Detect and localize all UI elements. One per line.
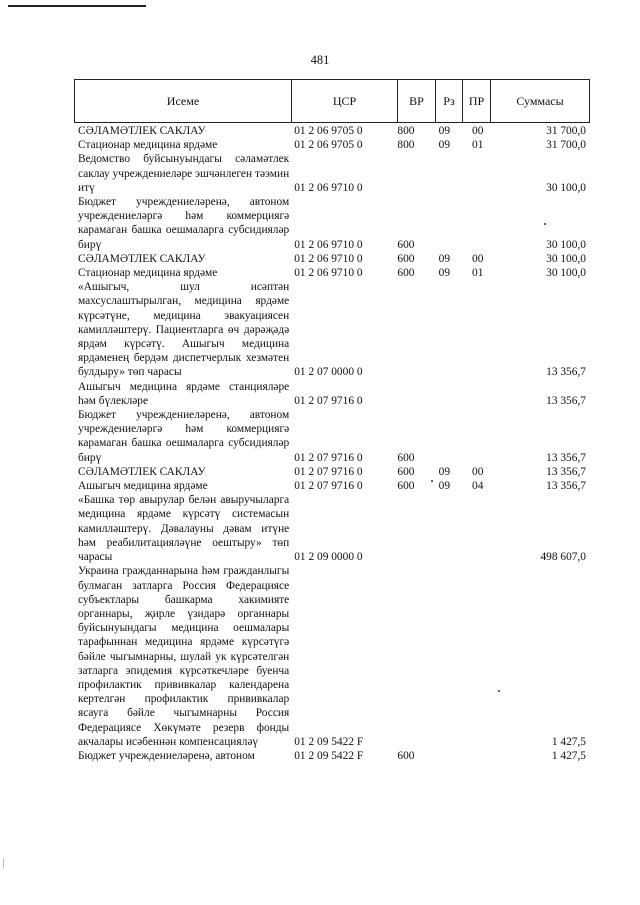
cell-pr [472, 380, 503, 408]
cell-sum: 30 100,0 [546, 238, 586, 251]
cell-vr [397, 493, 438, 564]
cell-vr: 600 [397, 267, 415, 280]
cell-name: Бюджет учреждениеләренә, автоном учреждениеләргә һәм коммерциягә карамаган башка оешмаларга субсидияләр бирү [78, 409, 290, 464]
cell-sum: 13 356,7 [546, 480, 586, 493]
cell-vr [397, 280, 438, 379]
cell-sum: 13 356,7 [546, 366, 586, 379]
cell-rz [439, 493, 472, 564]
cell-vr: 800 [397, 139, 415, 152]
cell-pr: 04 [472, 480, 484, 493]
cell-csr: 01 2 06 9710 0 [294, 267, 363, 280]
cell-pr: 01 [472, 139, 484, 152]
cell-sum: 31 700,0 [546, 125, 586, 137]
table-body [78, 124, 590, 763]
cell-vr: 600 [397, 451, 415, 464]
table-row [78, 380, 590, 408]
table-row [78, 195, 590, 252]
cell-rz [439, 195, 472, 252]
top-rule [8, 5, 146, 7]
table-row [78, 152, 590, 195]
table-row [78, 124, 590, 138]
cell-sum: 1 427,5 [551, 749, 586, 762]
cell-csr: 01 2 07 0000 0 [294, 366, 363, 379]
cell-name: СӘЛАМӘТЛЕК САКЛАУ [78, 125, 206, 137]
cell-sum: 13 356,7 [546, 451, 586, 464]
table-row [78, 138, 590, 152]
cell-vr [397, 564, 438, 749]
cell-csr: 01 2 07 9716 0 [294, 394, 363, 407]
cell-rz: 09 [438, 465, 451, 478]
cell-rz: 09 [438, 252, 451, 265]
cell-csr: 01 2 06 9710 0 [294, 238, 363, 251]
cell-csr: 01 2 09 5422 F [294, 735, 364, 748]
cell-rz [439, 380, 472, 408]
cell-name: СӘЛАМӘТЛЕК САКЛАУ [78, 252, 206, 265]
cell-pr [472, 564, 503, 749]
cell-sum: 30 100,0 [546, 252, 586, 265]
cell-name: Ашыгыч медицина ярдәме [78, 480, 208, 493]
cell-csr: 01 2 06 9710 0 [294, 252, 363, 265]
cell-sum: 31 700,0 [546, 139, 586, 152]
cell-rz [439, 564, 472, 749]
cell-pr [472, 408, 503, 465]
table-row [78, 408, 590, 465]
cell-csr: 01 2 07 9716 0 [294, 465, 363, 478]
cell-rz: 09 [438, 139, 451, 152]
cell-vr [397, 152, 438, 195]
cell-name: Стационар медицина ярдәме [78, 139, 218, 152]
header-vr: ВР [398, 80, 436, 122]
cell-vr: 600 [397, 238, 415, 251]
table-row [78, 266, 590, 280]
table-row [78, 479, 590, 493]
cell-rz [439, 280, 472, 379]
table-row [78, 252, 590, 266]
cell-csr: 01 2 06 9710 0 [294, 181, 363, 194]
table-row [78, 493, 590, 564]
cell-rz [439, 408, 472, 465]
cell-name: «Башка төр авырулар белән авыручыларга медицина ярдәме күрсәтү системасын камилләштерү. Дәвалауны дәвам итүне һәм реабилитацияләүне оештыру» төп чарасы [78, 494, 290, 564]
cell-rz [439, 749, 472, 763]
cell-rz: 09 [438, 125, 451, 137]
cell-csr: 01 2 06 9705 0 [294, 139, 363, 152]
cell-sum: 13 356,7 [546, 394, 586, 407]
table-row [78, 280, 590, 379]
scan-speck [431, 480, 433, 482]
cell-pr [472, 195, 503, 252]
cell-name: Ашыгыч медицина ярдәме станцияләре һәм бүлекләре [78, 380, 290, 407]
cell-sum: 30 100,0 [546, 267, 586, 280]
cell-rz [439, 152, 472, 195]
cell-csr: 01 2 09 0000 0 [294, 551, 363, 564]
cell-pr: 00 [472, 252, 484, 265]
header-name: Исеме [75, 80, 292, 122]
cell-sum: 13 356,7 [546, 465, 586, 478]
cell-csr: 01 2 06 9705 0 [294, 125, 363, 137]
page-number: 481 [310, 53, 330, 67]
scan-edge-mark [3, 858, 8, 868]
cell-pr: 01 [472, 267, 484, 280]
cell-csr: 01 2 07 9716 0 [294, 480, 363, 493]
cell-name: Бюджет учреждениеләренә, автоном учреждениеләргә һәм коммерциягә карамаган башка оешмаларга субсидияләр бирү [78, 196, 290, 251]
table-row [78, 465, 590, 479]
cell-vr: 600 [397, 252, 415, 265]
cell-csr: 01 2 07 9716 0 [294, 451, 363, 464]
cell-pr [472, 280, 503, 379]
header-rz: Рз [436, 80, 463, 122]
header-csr: ЦСР [292, 80, 398, 122]
header-pr: ПР [463, 80, 491, 122]
cell-vr: 600 [397, 749, 415, 762]
cell-name: Ведомство буйсынуындагы сәламәтлек саклау учреждениеләре эшчәнлеген тәэмин итү [78, 153, 290, 194]
header-sum: Суммасы [516, 93, 564, 108]
cell-pr [472, 749, 503, 763]
scan-speck [544, 223, 546, 225]
cell-vr: 600 [397, 465, 415, 478]
cell-name: Украина гражданнарына һәм гражданлыгы булмаган затларга Россия Федерациясе субъектлары башкарма хакимияте органнары, җирле үзидарә органнары буйсынуындагы медицина оешмалары тарафыннан медицина ярдәме күрсәтүгә бәйле чыгымнарны, шулай ук күрсәтелгән затларга эпидемия күрсәткечләре буенча профилактик прививкалар календарена кертелгән профилактик прививкалар ясауга бәйле чыгымнарны Россия Федерациясе Хөкүмәте резерв фонды акчалары исәбеннән компенсацияләү [78, 565, 290, 748]
cell-pr: 00 [472, 125, 484, 137]
cell-name: Бюджет учреждениеләренә, автоном [78, 749, 255, 762]
cell-vr: 600 [397, 480, 415, 493]
cell-rz: 09 [438, 267, 451, 280]
table-header [74, 79, 590, 123]
table-row [78, 564, 590, 749]
cell-name: Стационар медицина ярдәме [78, 267, 218, 280]
cell-vr [397, 380, 438, 408]
cell-csr: 01 2 09 5422 F [294, 749, 364, 762]
cell-pr [472, 493, 503, 564]
scan-speck [498, 690, 500, 692]
cell-rz: 09 [438, 480, 451, 493]
cell-pr: 00 [472, 465, 484, 478]
cell-sum: 1 427,5 [551, 735, 586, 748]
cell-vr: 800 [397, 125, 415, 137]
table-row [78, 749, 590, 763]
cell-pr [472, 152, 503, 195]
cell-sum: 498 607,0 [540, 551, 586, 564]
cell-sum: 30 100,0 [546, 181, 586, 194]
cell-name: СӘЛАМӘТЛЕК САКЛАУ [78, 465, 206, 478]
cell-name: «Ашыгыч, шул исәптән махсуслаштырылган, медицина ярдәме күрсәтүне, медицина эвакуациясен камилләштерү. Пациентларга өч дәрәҗәдә ярдәм күрсәтү. Ашыгыч медицина ярдәменең бердәм диспетчерлык хезмәтен булдыру» төп чарасы [78, 281, 290, 379]
